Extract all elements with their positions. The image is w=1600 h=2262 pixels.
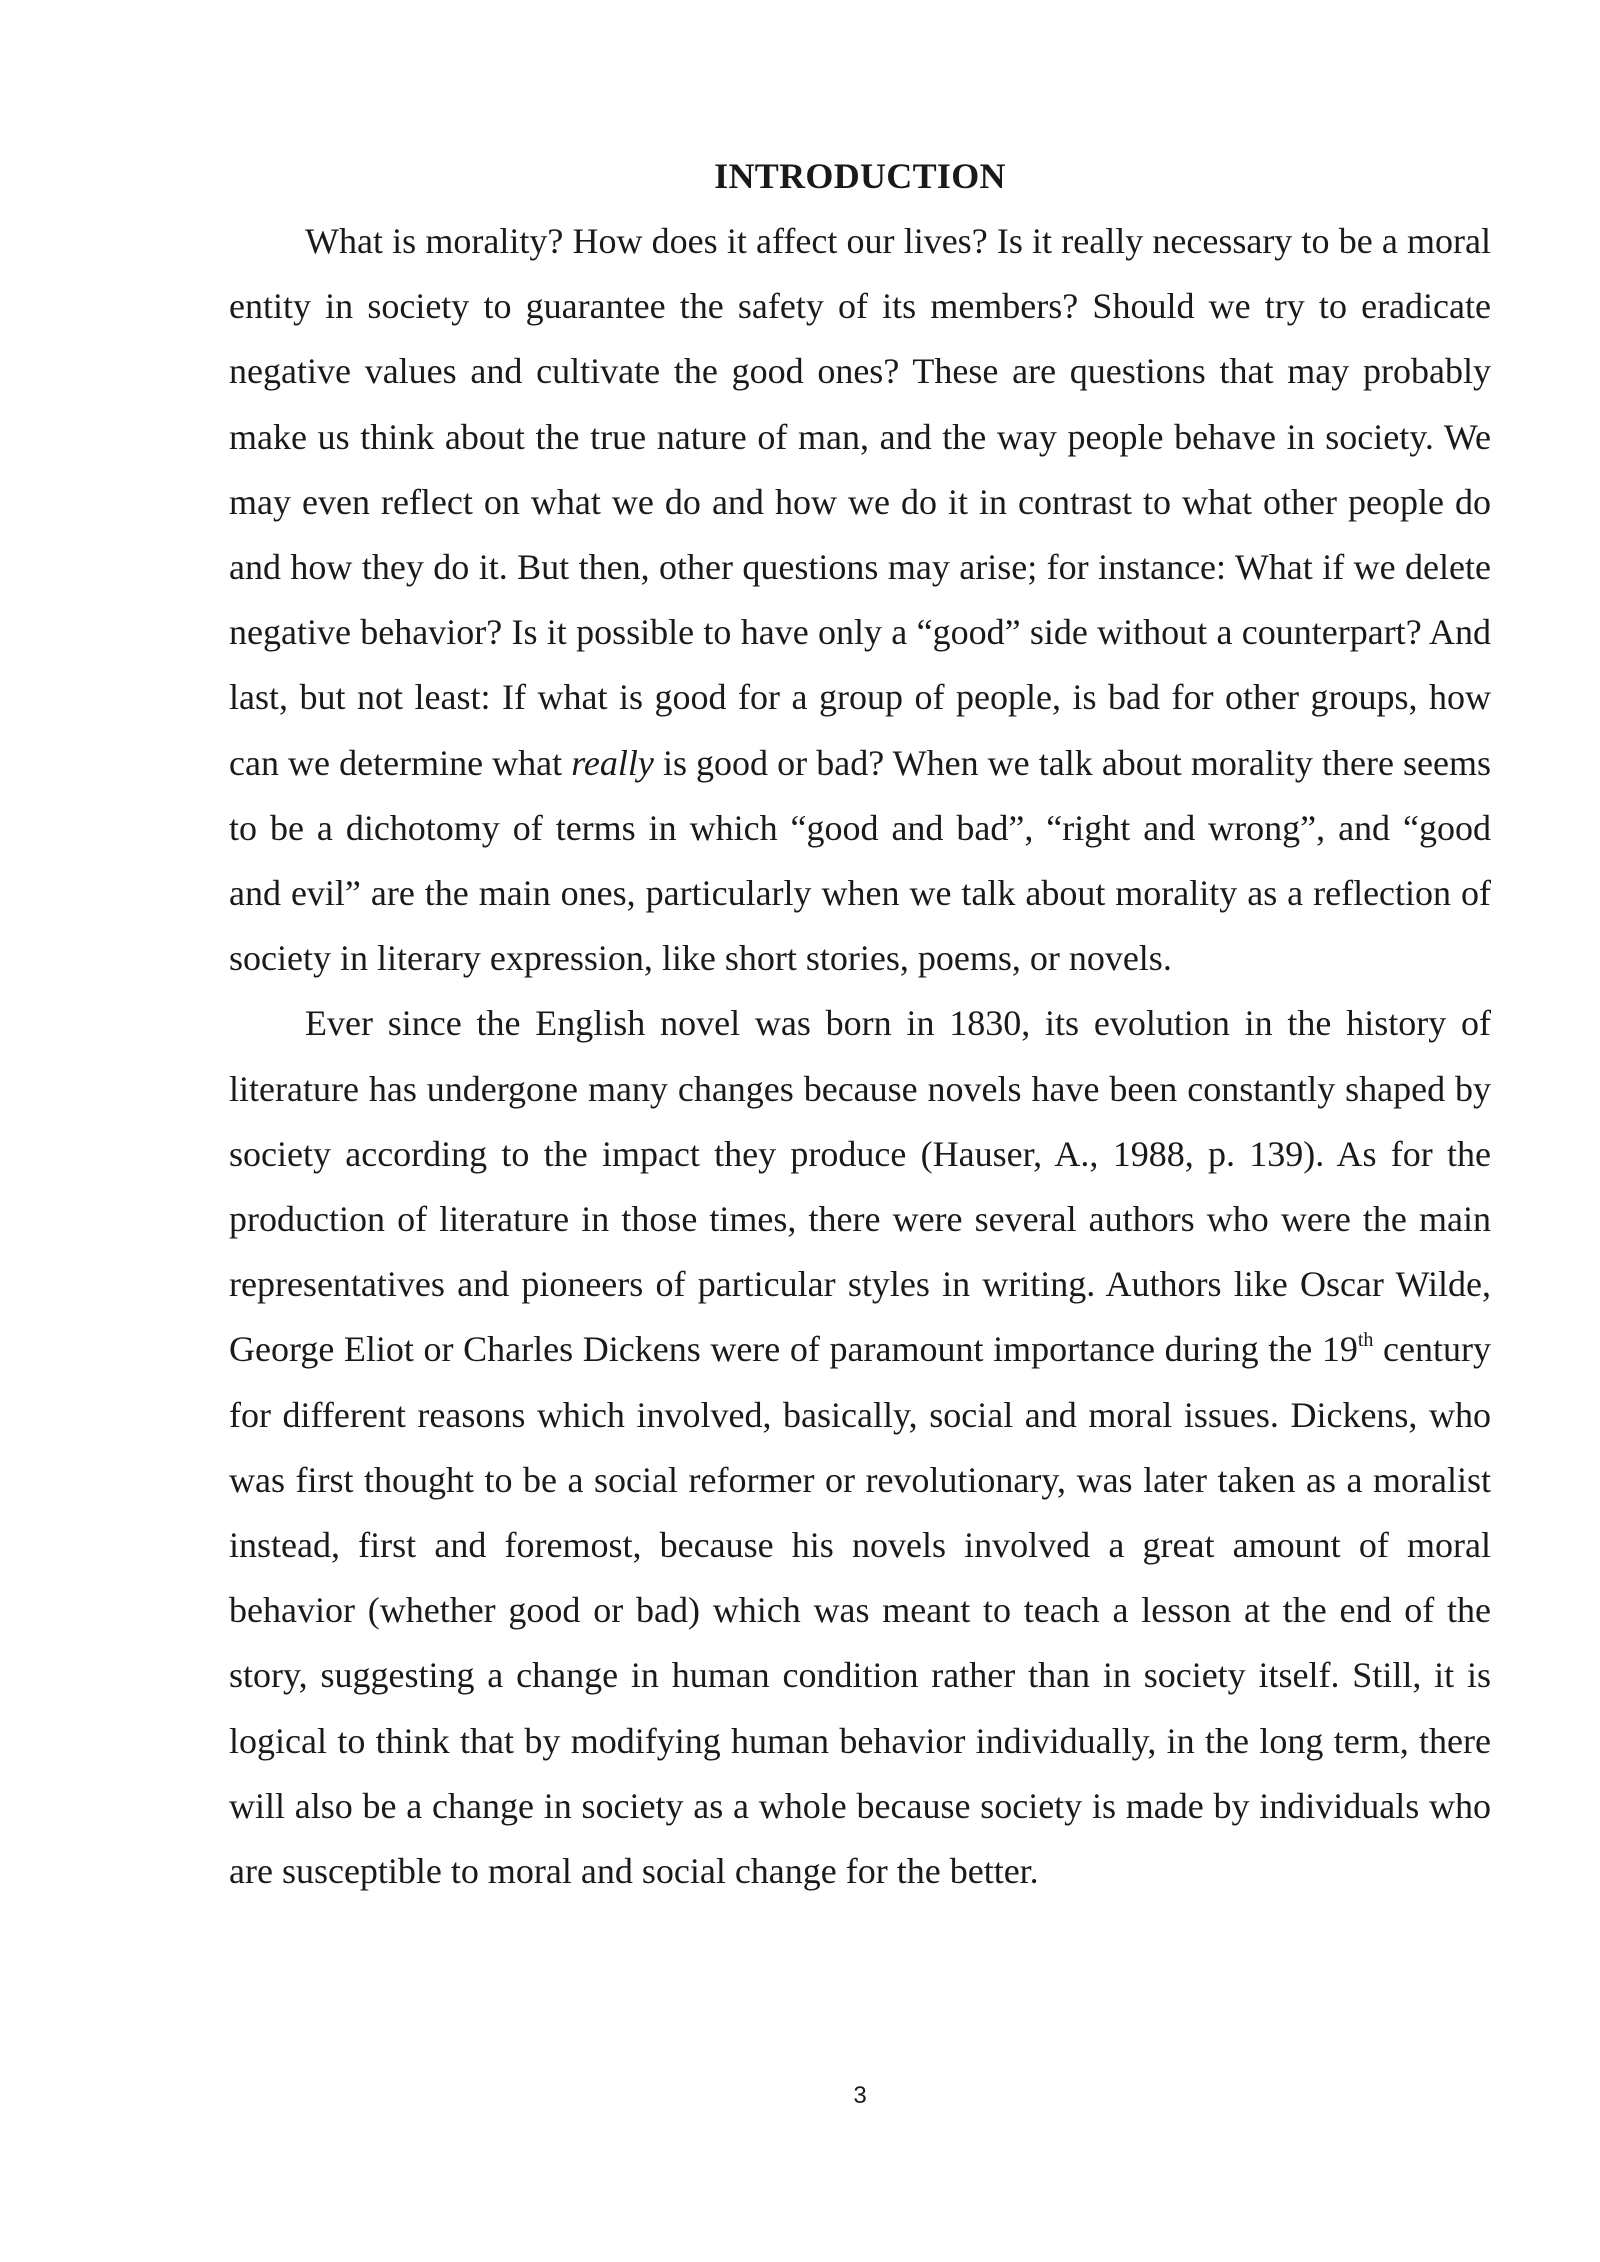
paragraph-2-text-end: century for different reasons which involved, basically, social and moral issues. Dickens, who was first thought to be a social reformer or revolutionary, was later taken as a moralist instead, first and foremost, because his novels involved a great amount of moral behavior (whether good or bad) which was meant to teach a lesson at the end of the story, suggesting a change in human condition rather than in society itself. Still, it is logical to think that by modifying human behavior individually, in the long term, there will also be a change in society as a whole because society is made by individuals who are susceptible to moral and social change for the better. [229,1329,1491,1892]
paragraph-2 [229,991,1491,1904]
paragraph-1 [229,209,1491,991]
body-text [229,209,1491,1904]
ordinal-superscript: th [1357,1329,1374,1352]
emphasis-really: really [571,742,654,783]
paragraph-2-text-start: Ever since the English novel was born in 1830, its evolution in the history of literature has undergone many changes because novels have been constantly shaped by society according to the impact they produce (Hauser, A., 1988, p. 139). As for the production of literature in those times, there were several authors who were the main representatives and pioneers of particular styles in writing. Authors like Oscar Wilde, George Eliot or Charles Dickens were of paramount importance during the 19 [229,1003,1491,1370]
paragraph-1-text-start: What is morality? How does it affect our lives? Is it really necessary to be a moral entity in society to guarantee the safety of its members? Should we try to eradicate negative values and cultivate the good ones? These are questions that may probably make us think about the true nature of man, and the way people behave in society. We may even reflect on what we do and how we do it in contrast to what other people do and how they do it. But then, other questions may arise; for instance: What if we delete negative behavior? Is it possible to have only a “good” side without a counterpart? And last, but not least: If what is good for a group of people, is bad for other groups, how can we determine what [229,221,1491,783]
page-number: 3 [853,2082,867,2109]
section-title: INTRODUCTION [714,156,1006,196]
paragraph-1-text-end: is good or bad? When we talk about morality there seems to be a dichotomy of terms in which “good and bad”, “right and wrong”, and “good and evil” are the main ones, particularly when we talk about morality as a reflection of society in literary expression, like short stories, poems, or novels. [229,742,1491,979]
